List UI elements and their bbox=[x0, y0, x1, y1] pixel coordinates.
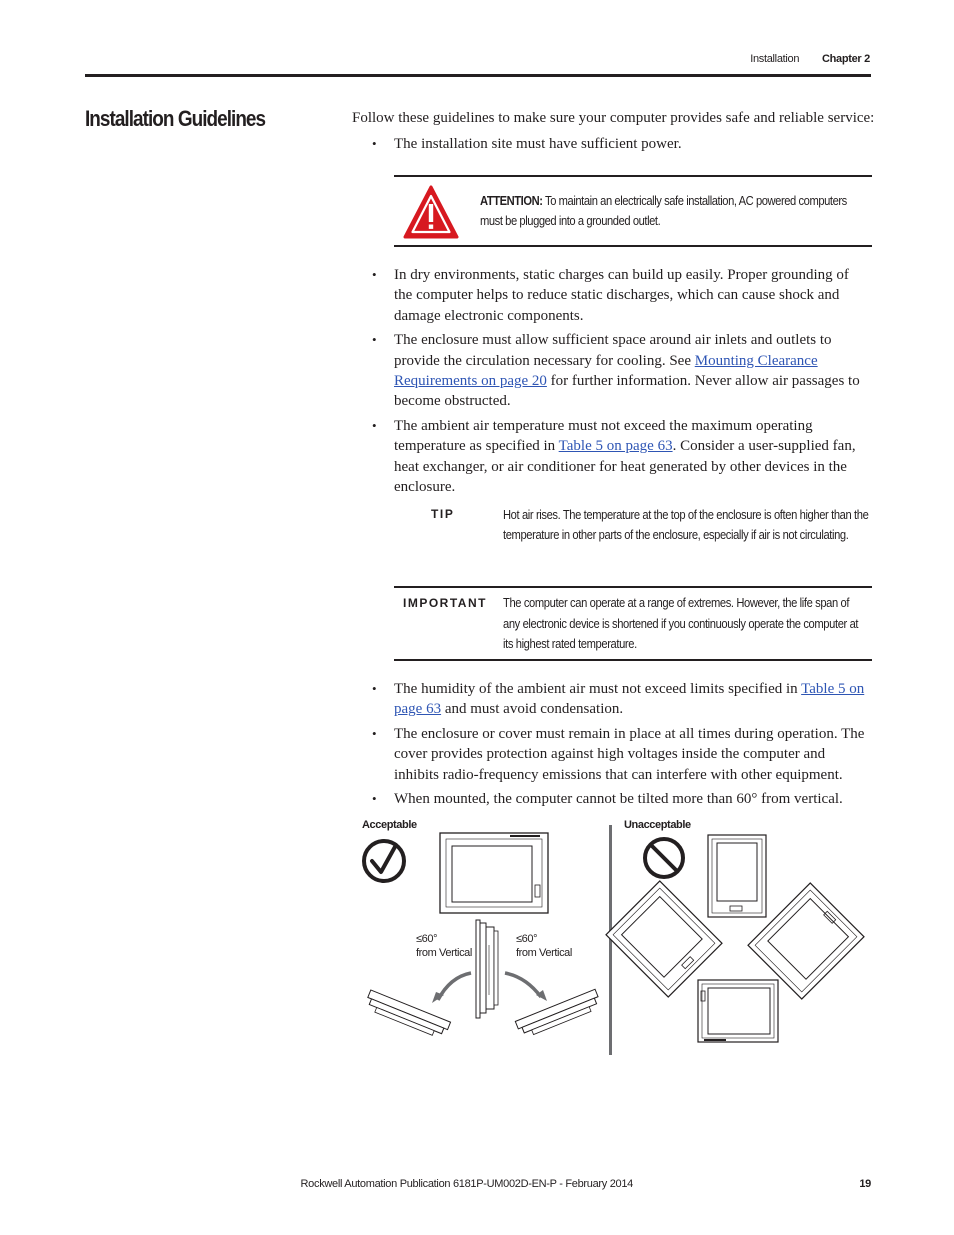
monitor-tilted-right bbox=[515, 989, 602, 1039]
bullet-list-end bbox=[372, 679, 870, 814]
list-item: • The ambient air temperature must not exceed the maximum operating temperature as specified in Table 5 on page 63. Consider a user-supplied fan, heat exchanger, or air conditioner for heat generated by other devices in the enclosure. bbox=[372, 416, 870, 497]
header-chapter: Chapter 2 bbox=[821, 53, 870, 65]
tip-label: TIP bbox=[431, 507, 455, 521]
table5-link[interactable]: Table 5 on page 63 bbox=[558, 438, 673, 455]
attention-label: ATTENTION: bbox=[480, 193, 543, 208]
list-item: • When mounted, the computer cannot be tilted more than 60° from vertical. bbox=[372, 789, 870, 809]
unacceptable-label: Unacceptable bbox=[624, 819, 691, 831]
list-item: • The enclosure or cover must remain in place at all times during operation. The cover provides protection against high voltages inside the computer and inhibits radio-frequency emissions that can interfere with other equipment. bbox=[372, 724, 870, 785]
list-item: • The installation site must have sufficient power. bbox=[372, 134, 870, 154]
running-header bbox=[750, 53, 870, 65]
important-label: IMPORTANT bbox=[403, 596, 487, 610]
checkmark-circle-icon bbox=[364, 841, 404, 881]
left-angle-annotation: ≤60° from Vertical bbox=[416, 933, 472, 959]
mounting-clearance-link[interactable]: Mounting Clearance Requirements on page 20 bbox=[394, 352, 818, 389]
list-item: • The enclosure must allow sufficient space around air inlets and outlets to provide the circulation necessary for cooling. See Mounting Clearance Requirements on page 20 for further information. Never allow air passages to become obstructed. bbox=[372, 330, 870, 411]
bullet-list-power bbox=[372, 134, 870, 159]
page-title: Installation Guidelines bbox=[85, 106, 266, 131]
right-angle-annotation: ≤60° from Vertical bbox=[516, 933, 572, 959]
list-item: • In dry environments, static charges can build up easily. Proper grounding of the computer helps to reduce static discharges, which can cause shock and damage electronic components. bbox=[372, 265, 870, 326]
bullet-list-main bbox=[372, 265, 870, 502]
intro-paragraph: Follow these guidelines to make sure your computer provides safe and reliable service: bbox=[352, 110, 875, 126]
monitor-side-view bbox=[476, 920, 498, 1018]
attention-text: ATTENTION: To maintain an electrically safe installation, AC powered computers must be plugged into a grounded outlet. bbox=[480, 193, 847, 228]
warning-triangle-icon bbox=[403, 185, 459, 239]
important-box bbox=[394, 586, 872, 661]
monitor-upside-down bbox=[698, 980, 778, 1042]
header-rule bbox=[85, 74, 871, 77]
monitor-portrait bbox=[708, 835, 766, 917]
important-text: The computer can operate at a range of extremes. However, the life span of any electronic device is shortened if you continuously operate the computer at its highest rated temperature. bbox=[503, 595, 859, 651]
table5-link[interactable]: Table 5 on page 63 bbox=[394, 681, 865, 718]
prohibited-circle-icon bbox=[645, 839, 683, 877]
tip-text: Hot air rises. The temperature at the top of the enclosure is often higher than the temperature in other parts of the enclosure, especially if air is not circulating. bbox=[503, 507, 869, 542]
mounting-orientation-figure bbox=[358, 815, 878, 1060]
page-number: 19 bbox=[859, 1178, 871, 1190]
footer-publication: Rockwell Automation Publication 6181P-UM002D-EN-P - February 2014 bbox=[300, 1178, 633, 1190]
monitor-front-view bbox=[440, 833, 548, 913]
list-item: • The humidity of the ambient air must not exceed limits specified in Table 5 on page 63 and must avoid condensation. bbox=[372, 679, 870, 720]
acceptable-label: Acceptable bbox=[362, 819, 417, 831]
header-section: Installation bbox=[750, 53, 800, 65]
attention-box bbox=[394, 175, 872, 247]
